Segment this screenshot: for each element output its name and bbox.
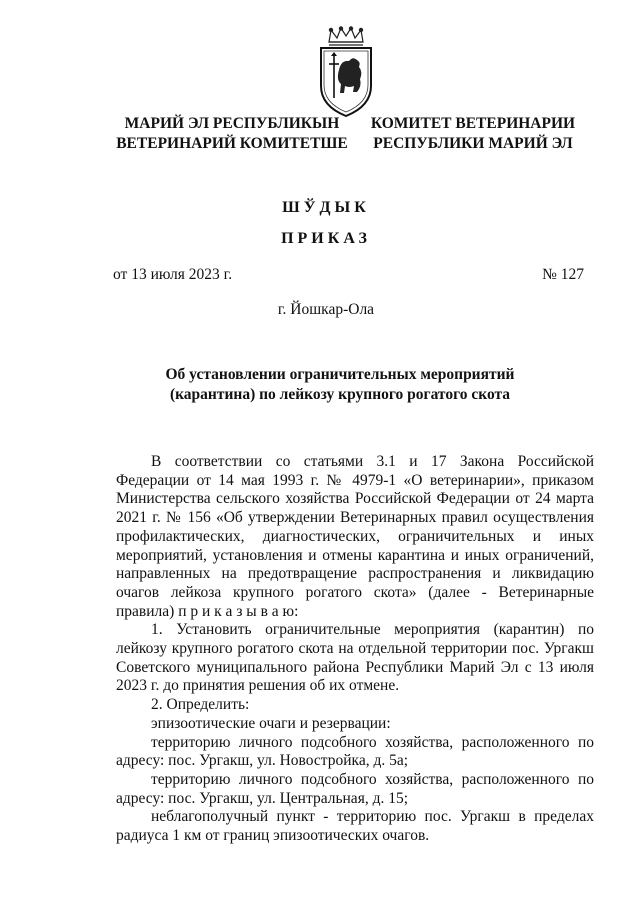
issuer-mari-line2: ВЕТЕРИНАРИЙ КОМИТЕТШЕ bbox=[116, 135, 348, 152]
body-paragraph-item2: 2. Определить: bbox=[151, 696, 250, 714]
issuer-mari-line1: МАРИЙ ЭЛ РЕСПУБЛИКЫН bbox=[124, 115, 340, 132]
document-body bbox=[116, 453, 594, 846]
body-paragraph-focus1: территорию личного подсобного хозяйства, расположенного по адресу: пос. Ургакш, ул. Новостройка, д. 5а; bbox=[116, 733, 594, 770]
issuer-name-mari bbox=[112, 114, 352, 154]
body-paragraph-unfavourable-point: неблагополучный пункт - территорию пос. Ургакш в пределах радиуса 1 км от границ эпизоотических очагов. bbox=[116, 808, 594, 845]
issuer-name-russian bbox=[366, 114, 580, 154]
body-paragraph-focus2: территорию личного подсобного хозяйства, расположенного по адресу: пос. Ургакш, ул. Центральная, д. 15; bbox=[116, 770, 594, 807]
coat-of-arms-emblem bbox=[315, 26, 377, 118]
document-type-russian: ПРИКАЗ bbox=[281, 230, 371, 247]
subject-line2: (карантина) по лейкозу крупного рогатого скота bbox=[169, 386, 511, 403]
subject-line1: Об установлении ограничительных мероприятий bbox=[165, 366, 515, 383]
body-paragraph-item1: 1. Установить ограничительные мероприятия (карантин) по лейкозу крупного рогатого скота на отдельной территории пос. Ургакш Советского муниципального района Республики Марий Эл с 13 июля 2023 г. до принятия решения об их отмене. bbox=[116, 621, 594, 695]
issuer-rus-line2: РЕСПУБЛИКИ МАРИЙ ЭЛ bbox=[373, 135, 573, 152]
document-number: № 127 bbox=[542, 266, 584, 283]
document-date: от 13 июля 2023 г. bbox=[113, 266, 233, 283]
document-subject bbox=[130, 365, 550, 405]
issuer-rus-line1: КОМИТЕТ ВЕТЕРИНАРИИ bbox=[370, 115, 576, 132]
body-paragraph-preamble: В соответствии со статьями 3.1 и 17 Закона Российской Федерации от 14 мая 1993 г. № 4979-1 «О ветеринарии», приказом Министерства сельского хозяйства Российской Федерации от 24 марта 2021 г. № 156 «Об утверждении Ветеринарных правил осуществления профилактических, диагностических, ограничительных и иных мероприятий, установления и отмены карантина и иных ограничений, направленных на предотвращение распространения и ликвидацию очагов лейкоза крупного рогатого скота» (далее - Ветеринарные правила) п р и к а з ы в а ю: bbox=[116, 453, 594, 620]
body-paragraph-foci-heading: эпизоотические очаги и резервации: bbox=[151, 714, 391, 732]
document-city: г. Йошкар-Ола bbox=[277, 301, 375, 318]
document-type-mari: ШЎДЫК bbox=[282, 199, 370, 216]
